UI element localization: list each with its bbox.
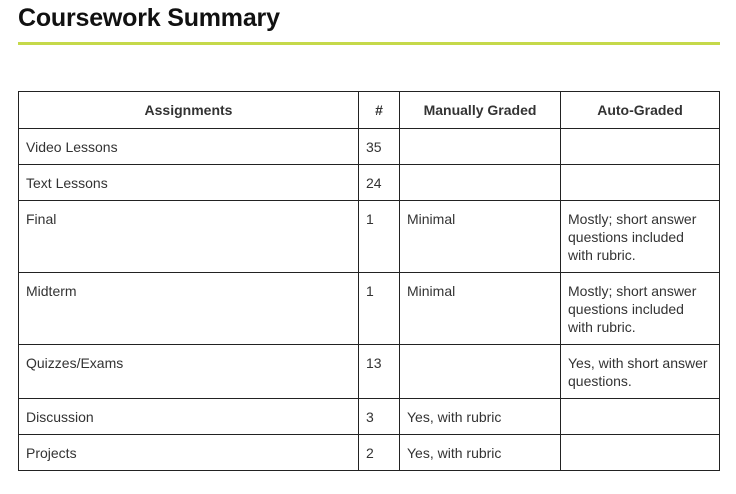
- header-manually-graded: Manually Graded: [400, 92, 561, 129]
- auto-graded-cell: Mostly; short answer questions included with rubric.: [561, 273, 720, 345]
- manual-graded-cell: Minimal: [400, 201, 561, 273]
- assignment-cell: Quizzes/Exams: [19, 345, 359, 399]
- auto-graded-cell: Yes, with short answer questions.: [561, 345, 720, 399]
- count-cell: 1: [359, 201, 400, 273]
- assignment-cell: Text Lessons: [19, 165, 359, 201]
- count-cell: 24: [359, 165, 400, 201]
- manual-graded-cell: [400, 345, 561, 399]
- count-cell: 3: [359, 399, 400, 435]
- page-title: Coursework Summary: [18, 4, 280, 32]
- auto-graded-cell: [561, 165, 720, 201]
- manual-graded-cell: [400, 129, 561, 165]
- auto-graded-cell: [561, 435, 720, 471]
- table-row: [19, 273, 720, 345]
- assignment-cell: Discussion: [19, 399, 359, 435]
- table-row: [19, 399, 720, 435]
- header-assignments: Assignments: [19, 92, 359, 129]
- table-row: [19, 201, 720, 273]
- manual-graded-cell: Minimal: [400, 273, 561, 345]
- auto-graded-cell: [561, 129, 720, 165]
- manual-graded-cell: [400, 165, 561, 201]
- count-cell: 1: [359, 273, 400, 345]
- title-divider: [18, 42, 720, 45]
- auto-graded-cell: Mostly; short answer questions included with rubric.: [561, 201, 720, 273]
- assignment-cell: Final: [19, 201, 359, 273]
- count-cell: 35: [359, 129, 400, 165]
- table-row: [19, 165, 720, 201]
- coursework-summary-table: [18, 91, 720, 471]
- count-cell: 2: [359, 435, 400, 471]
- manual-graded-cell: Yes, with rubric: [400, 435, 561, 471]
- manual-graded-cell: Yes, with rubric: [400, 399, 561, 435]
- table-row: [19, 435, 720, 471]
- table-header-row: [19, 92, 720, 129]
- header-auto-graded: Auto-Graded: [561, 92, 720, 129]
- table-row: [19, 129, 720, 165]
- assignment-cell: Video Lessons: [19, 129, 359, 165]
- header-count: #: [359, 92, 400, 129]
- assignment-cell: Projects: [19, 435, 359, 471]
- auto-graded-cell: [561, 399, 720, 435]
- assignment-cell: Midterm: [19, 273, 359, 345]
- table-row: [19, 345, 720, 399]
- count-cell: 13: [359, 345, 400, 399]
